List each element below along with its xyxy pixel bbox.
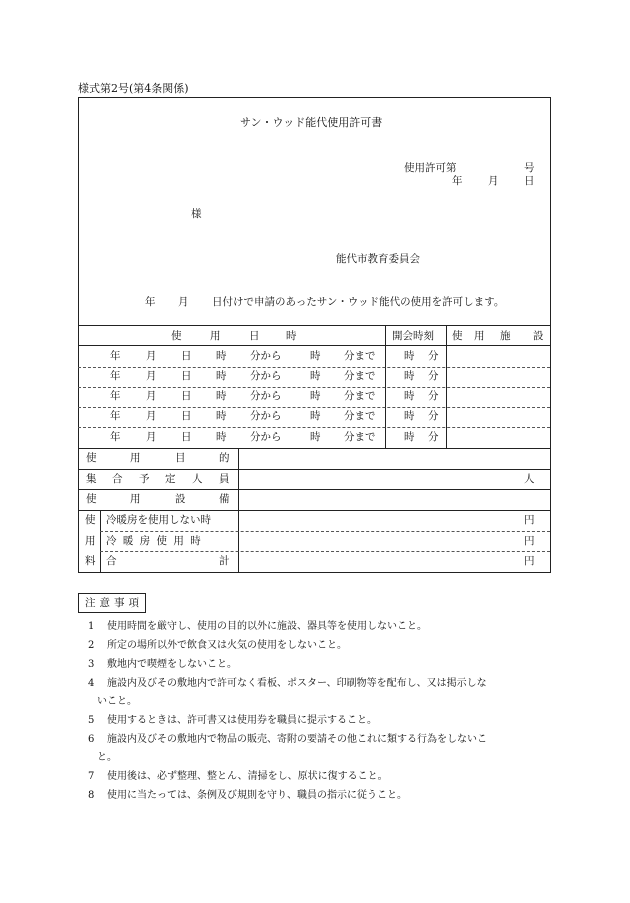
- datetime-unit-from: 分から: [250, 370, 282, 382]
- datetime-unit-year: 年: [110, 410, 121, 422]
- issuer-name: 能代市教育委員会: [336, 253, 420, 265]
- fee-row-no-ac-unit: 円: [524, 514, 535, 526]
- datetime-unit-until: 分まで: [344, 390, 376, 402]
- datetime-unit-open_hour: 時: [404, 410, 415, 422]
- datetime-unit-from: 分から: [250, 390, 282, 402]
- addressee-suffix: 様: [191, 208, 202, 220]
- datetime-unit-open_min: 分: [428, 390, 439, 402]
- fee-row-ac-label: 冷 暖 房 使 用 時: [106, 535, 201, 547]
- datetime-unit-day: 日: [181, 370, 192, 382]
- fee-row-no-ac-label: 冷暖房を使用しない時: [106, 514, 211, 526]
- note-number: 5: [88, 715, 95, 726]
- datetime-unit-from: 分から: [250, 350, 282, 362]
- datetime-unit-month: 月: [146, 431, 157, 443]
- note-number: 3: [88, 659, 95, 670]
- note-number: 2: [88, 640, 95, 651]
- datetime-unit-hour: 時: [216, 410, 227, 422]
- datetime-unit-from: 分から: [250, 431, 282, 443]
- datetime-unit-open_min: 分: [428, 431, 439, 443]
- note-text-continued: と。: [97, 752, 117, 763]
- datetime-unit-year: 年: [110, 370, 121, 382]
- notes-title-box: [78, 593, 146, 613]
- attendees-unit: 人: [524, 473, 535, 485]
- note-text: 施設内及びその敷地内で許可なく看板、ポスター、印刷物等を配布し、又は掲示しな: [107, 678, 487, 689]
- datetime-unit-hour: 時: [216, 390, 227, 402]
- datetime-unit-day: 日: [181, 410, 192, 422]
- datetime-unit-month: 月: [146, 350, 157, 362]
- datetime-unit-until: 分まで: [344, 431, 376, 443]
- page-title: サン・ウッド能代使用許可書: [240, 116, 383, 129]
- note-text-continued: いこと。: [97, 696, 137, 707]
- note-text: 所定の場所以外で飲食又は火気の使用をしないこと。: [107, 640, 347, 651]
- fee-row-total-label: 合: [106, 555, 117, 567]
- datetime-unit-open_hour: 時: [404, 390, 415, 402]
- datetime-unit-month: 月: [146, 390, 157, 402]
- datetime-unit-until: 分まで: [344, 370, 376, 382]
- datetime-unit-day: 日: [181, 350, 192, 362]
- permit-number-unit: 号: [524, 162, 535, 174]
- datetime-unit-hour: 時: [216, 370, 227, 382]
- datetime-unit-open_min: 分: [428, 350, 439, 362]
- notes-title: 注意事項: [85, 597, 143, 609]
- note-text: 使用するときは、許可書又は使用券を職員に提示すること。: [107, 715, 377, 726]
- datetime-unit-year: 年: [110, 390, 121, 402]
- datetime-unit-hour: 時: [216, 431, 227, 443]
- datetime-unit-until: 分まで: [344, 350, 376, 362]
- datetime-unit-from: 分から: [250, 410, 282, 422]
- form-number: 様式第2号(第4条関係): [78, 82, 189, 95]
- datetime-unit-year: 年: [110, 431, 121, 443]
- fee-row-total-label2: 計: [219, 555, 230, 567]
- note-text: 施設内及びその敷地内で物品の販売、寄附の要請その他これに類する行為をしないこ: [107, 734, 487, 745]
- datetime-unit-open_hour: 時: [404, 370, 415, 382]
- datetime-unit-month: 月: [146, 410, 157, 422]
- datetime-unit-open_hour: 時: [404, 431, 415, 443]
- permit-number-label: 使用許可第: [404, 162, 457, 174]
- note-text: 敷地内で喫煙をしないこと。: [107, 659, 237, 670]
- note-number: 1: [88, 621, 95, 632]
- fee-row-ac-unit: 円: [524, 535, 535, 547]
- note-text: 使用に当たっては、条例及び規則を守り、職員の指示に従うこと。: [107, 790, 407, 801]
- datetime-unit-until: 分まで: [344, 410, 376, 422]
- datetime-unit-hour2: 時: [310, 431, 321, 443]
- datetime-unit-hour2: 時: [310, 390, 321, 402]
- datetime-unit-open_hour: 時: [404, 350, 415, 362]
- note-number: 4: [88, 678, 95, 689]
- datetime-unit-hour2: 時: [310, 410, 321, 422]
- datetime-unit-open_min: 分: [428, 370, 439, 382]
- header-open-time: 開会時刻: [392, 330, 434, 342]
- datetime-unit-day: 日: [181, 431, 192, 443]
- datetime-unit-month: 月: [146, 370, 157, 382]
- datetime-unit-year: 年: [110, 350, 121, 362]
- note-text: 使用時間を厳守し、使用の目的以外に施設、器具等を使用しないこと。: [107, 621, 427, 632]
- datetime-unit-hour2: 時: [310, 370, 321, 382]
- datetime-unit-hour: 時: [216, 350, 227, 362]
- datetime-unit-hour2: 時: [310, 350, 321, 362]
- note-text: 使用後は、必ず整理、整とん、清掃をし、原状に復すること。: [107, 771, 388, 782]
- note-number: 8: [88, 790, 95, 801]
- fee-row-total-unit: 円: [524, 555, 535, 567]
- datetime-unit-open_min: 分: [428, 410, 439, 422]
- note-number: 7: [88, 771, 95, 782]
- datetime-unit-day: 日: [181, 390, 192, 402]
- note-number: 6: [88, 734, 95, 745]
